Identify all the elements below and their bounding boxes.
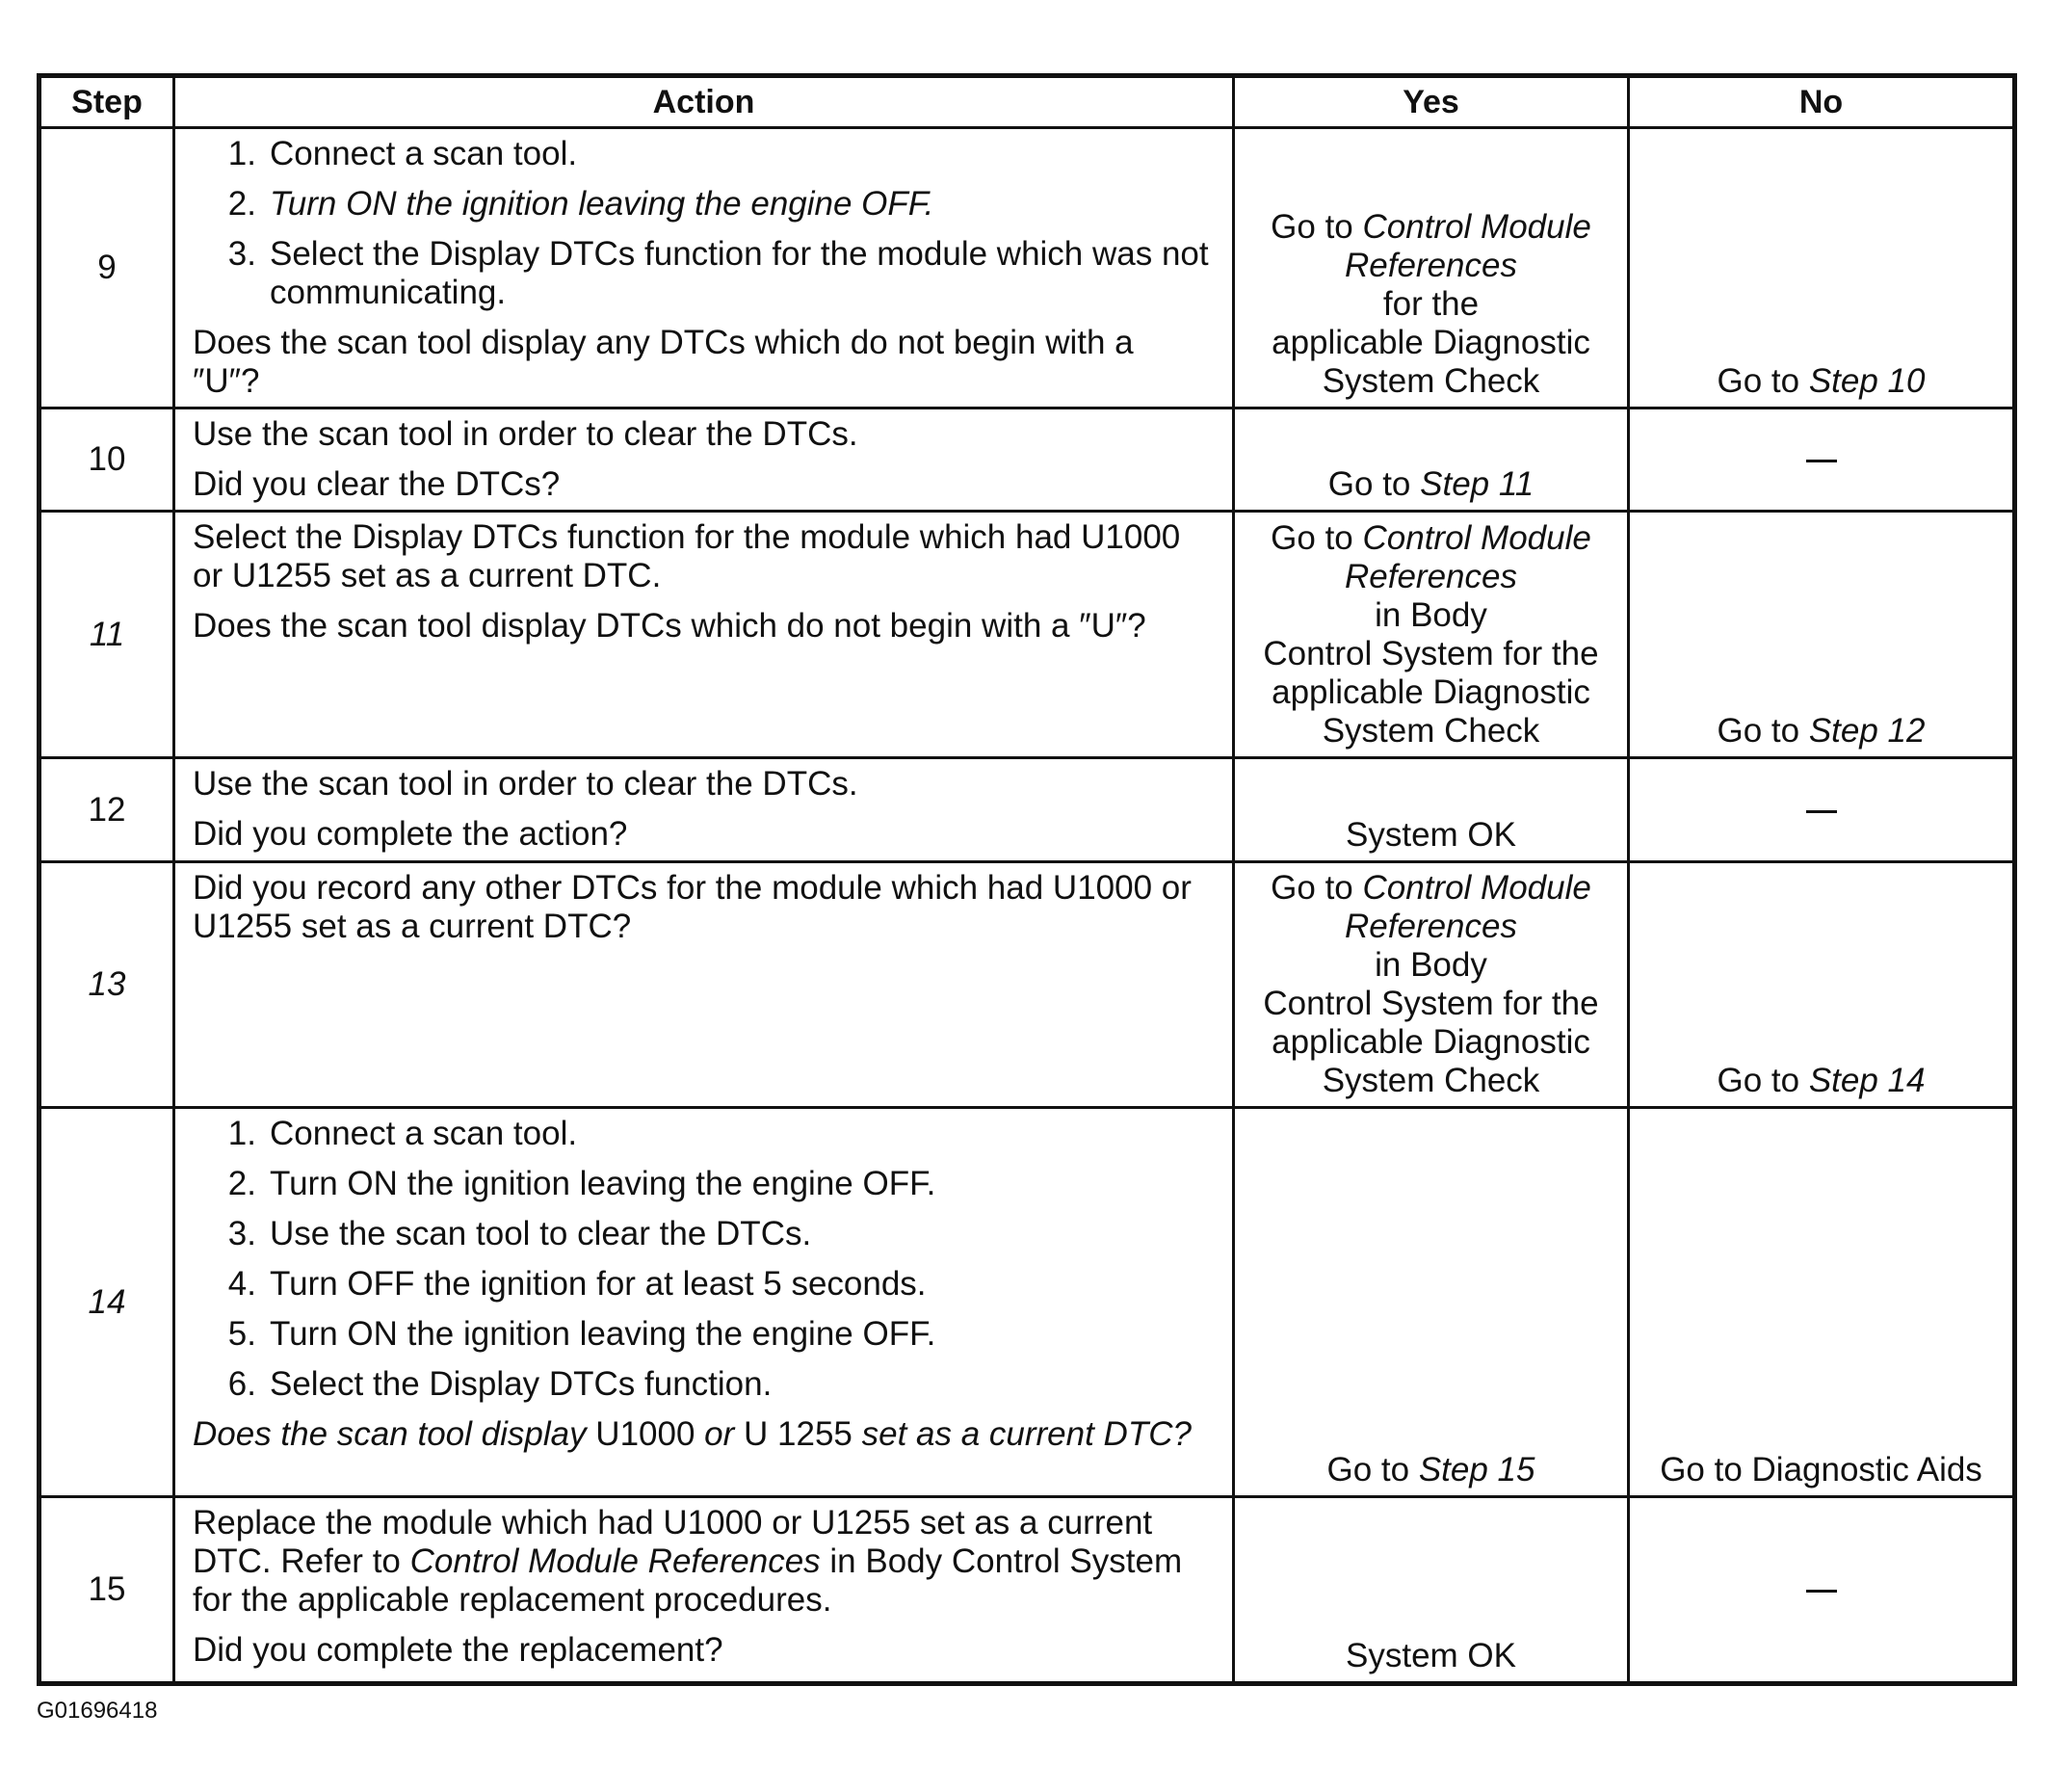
- list-item: 6. Select the Display DTCs function.: [227, 1365, 773, 1403]
- table-row: [39, 758, 2015, 862]
- question-text: Does the scan tool display any DTCs which do not begin with a ″U″?: [193, 324, 1134, 400]
- step-link[interactable]: Step 15: [1418, 1451, 1535, 1489]
- no-cell: Go to Step 14: [1629, 862, 2015, 1108]
- question-text: Did you record any other DTCs for the module which had U1000 or U1255 set as a current DTC?: [193, 869, 1192, 945]
- dash-mark: [1806, 460, 1837, 462]
- step-number: 11: [39, 512, 174, 758]
- step-link[interactable]: Step 14: [1808, 1062, 1926, 1099]
- step-link[interactable]: Step 11: [1420, 465, 1534, 503]
- no-cell: [1629, 758, 2015, 862]
- question-text: Did you clear the DTCs?: [193, 465, 561, 503]
- list-item: 3. Use the scan tool to clear the DTCs.: [227, 1215, 812, 1252]
- yes-cell: Go to Control Module References in Body Control System for the applicable Diagnostic System Check: [1234, 862, 1629, 1108]
- header-row: [39, 76, 2015, 128]
- no-cell: [1629, 1108, 2015, 1497]
- question-text: Did you complete the action?: [193, 815, 628, 853]
- instruction-list: [193, 1115, 1209, 1404]
- step-number: 10: [39, 408, 174, 512]
- yes-cell: System OK: [1234, 1497, 1629, 1684]
- reference-link[interactable]: Control Module References: [1345, 208, 1591, 284]
- action-cell: [174, 1108, 1234, 1497]
- action-cell: [174, 128, 1234, 408]
- question-text: Does the scan tool display U1000 or U 1255 set as a current DTC?: [193, 1415, 1192, 1453]
- no-cell: Go to Step 10: [1629, 128, 2015, 408]
- action-cell: Use the scan tool in order to clear the DTCs. Did you complete the action?: [174, 758, 1234, 862]
- reference-link[interactable]: Control Module References: [1345, 519, 1591, 595]
- dash-mark: [1806, 1590, 1837, 1593]
- reference-link[interactable]: Control Module References: [409, 1542, 821, 1580]
- step-number: 15: [39, 1497, 174, 1684]
- step-link[interactable]: Step 12: [1808, 712, 1926, 750]
- action-cell: Select the Display DTCs function for the module which had U1000 or U1255 set as a current DTC. Does the scan tool display DTCs which do not begin with a ″U″?: [174, 512, 1234, 758]
- list-item: 2. Turn ON the ignition leaving the engine OFF.: [227, 1165, 936, 1202]
- list-item: 1. Connect a scan tool.: [227, 135, 578, 172]
- action-cell: Use the scan tool in order to clear the DTCs. Did you clear the DTCs?: [174, 408, 1234, 512]
- table-row: [39, 1108, 2015, 1497]
- no-cell: [1629, 1497, 2015, 1684]
- action-cell: Replace the module which had U1000 or U1255 set as a current DTC. Refer to Control Module References in Body Control System for the applicable replacement procedures. Did you complete the replacement?: [174, 1497, 1234, 1684]
- list-item: 4. Turn OFF the ignition for at least 5 seconds.: [227, 1265, 927, 1303]
- yes-cell: Go to Step 11: [1234, 408, 1629, 512]
- diagnostic-aids-link[interactable]: Go to Diagnostic Aids: [1660, 1451, 1982, 1489]
- reference-link[interactable]: Control Module References: [1345, 869, 1591, 945]
- step-number: 14: [39, 1108, 174, 1497]
- action-cell: [174, 862, 1234, 1108]
- yes-cell: Go to Control Module References for the applicable Diagnostic System Check: [1234, 128, 1629, 408]
- yes-cell: Go to Control Module References in Body Control System for the applicable Diagnostic System Check: [1234, 512, 1629, 758]
- list-item: 3. Select the Display DTCs function for the module which was not communicating.: [227, 235, 1209, 311]
- dash-mark: [1806, 810, 1837, 813]
- header-yes: Yes: [1234, 76, 1629, 128]
- table-row: [39, 1497, 2015, 1684]
- yes-cell: Go to Step 15: [1234, 1108, 1629, 1497]
- step-number: 12: [39, 758, 174, 862]
- no-cell: [1629, 408, 2015, 512]
- yes-cell: System OK: [1234, 758, 1629, 862]
- instruction-list: [193, 135, 1209, 312]
- list-item: 5. Turn ON the ignition leaving the engine OFF.: [227, 1315, 936, 1353]
- table-row: [39, 862, 2015, 1108]
- question-text: Does the scan tool display DTCs which do not begin with a ″U″?: [193, 607, 1146, 645]
- header-action: Action: [174, 76, 1234, 128]
- question-text: Did you complete the replacement?: [193, 1631, 723, 1669]
- list-item: 2. Turn ON the ignition leaving the engine OFF.: [227, 185, 934, 223]
- step-number: 9: [39, 128, 174, 408]
- list-item: 1. Connect a scan tool.: [227, 1115, 578, 1152]
- diagnostic-table: [37, 73, 2017, 1686]
- figure-id: G01696418: [37, 1698, 158, 1724]
- header-no: No: [1629, 76, 2015, 128]
- no-cell: Go to Step 12: [1629, 512, 2015, 758]
- table-row: [39, 408, 2015, 512]
- step-link[interactable]: Step 10: [1808, 362, 1926, 400]
- step-number: 13: [39, 862, 174, 1108]
- table-row: [39, 128, 2015, 408]
- table-row: [39, 512, 2015, 758]
- header-step: Step: [39, 76, 174, 128]
